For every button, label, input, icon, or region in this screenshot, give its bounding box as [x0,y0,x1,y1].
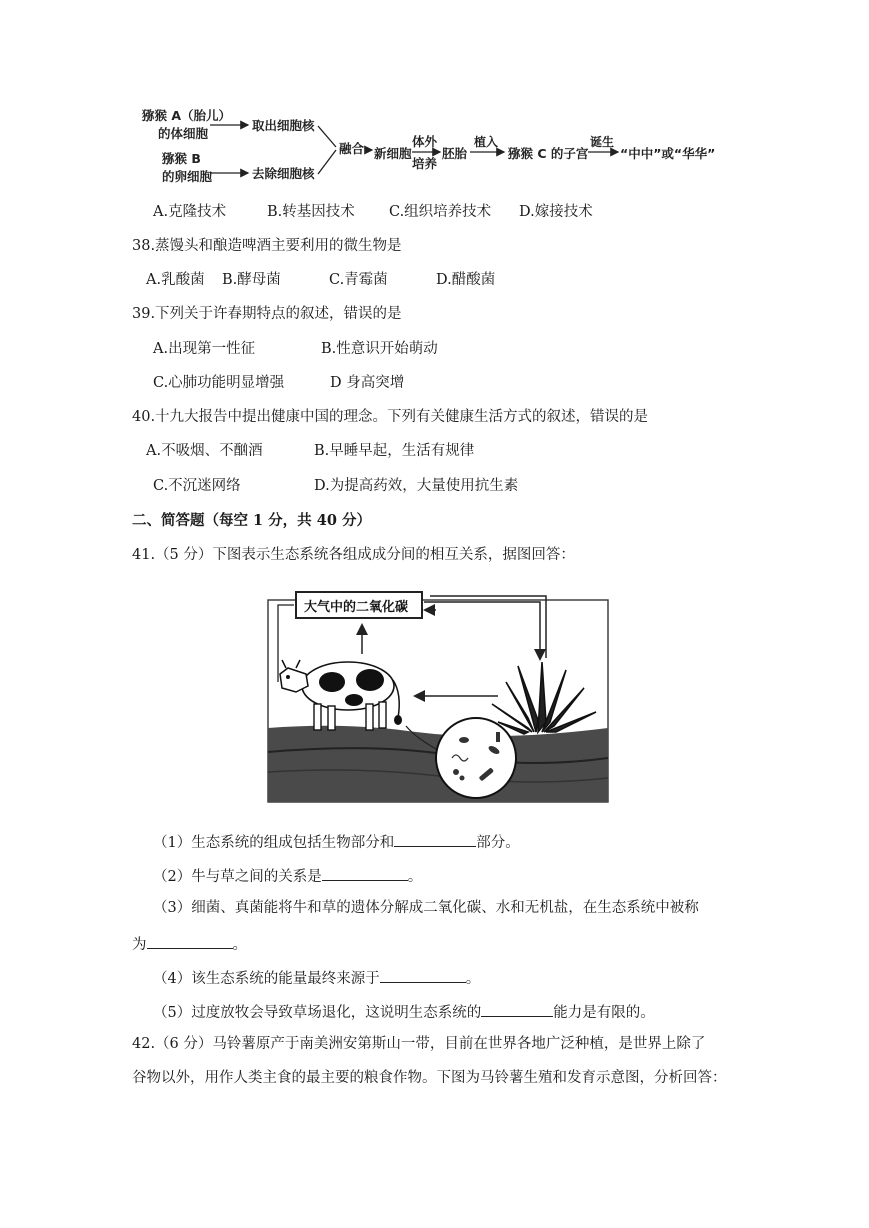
flow-culture-line1: 体外 [412,134,438,149]
q38-option-d: D.醋酸菌 [436,272,496,288]
q41-sub1-tail: 部分。 [476,835,520,851]
q42-stem-line2: 谷物以外，用作人类主食的最主要的粮食作物。下图为马铃薯生殖和发育示意图，分析回答： [132,1070,727,1086]
q41-sub2-text: （2）牛与草之间的关系是 [153,869,322,885]
q37-option-a: A.克隆技术 [153,204,227,220]
flow-a-line2: 的体细胞 [158,126,209,141]
q40-option-a: A.不吸烟、不酗酒 [146,443,263,459]
q38-options [146,270,495,290]
flow-culture-line2: 培养 [412,156,438,171]
q37-option-b: B.转基因技术 [267,204,355,220]
q41-sub5-tail: 能力是有限的。 [553,1005,655,1021]
q39-stem: 39.下列关于许春期特点的叙述，错误的是 [132,306,402,322]
q38-option-a: A.乳酸菌 [146,272,205,288]
q38-option-c: C.青霉菌 [329,272,388,288]
q38-stem: 38.蒸馒头和酿造啤酒主要利用的微生物是 [132,238,402,254]
q37-options [153,202,593,222]
q39-option-a: A.出现第一性征 [153,341,256,357]
section-title: 二、简答题（每空 1 分，共 40 分） [132,512,371,529]
q41-blank-2[interactable] [322,864,408,881]
q39-option-c: C.心肺功能明显增强 [153,375,285,391]
q39-option-d: D 身高突增 [330,375,405,391]
flow-uterus: 猕猴 C 的子宫 [508,146,589,161]
q41-sub2 [153,864,422,887]
flow-result: “中中”或“华华” [620,146,716,161]
q41-blank-4[interactable] [380,966,466,983]
q41-sub3-line2 [132,932,247,955]
q40-stem: 40.十九大报告中提出健康中国的理念。下列有关健康生活方式的叙述，错误的是 [132,409,649,425]
q41-blank-5[interactable] [481,1000,553,1017]
flow-a-step: 取出细胞核 [252,118,315,133]
flow-birth: 诞生 [590,135,615,149]
q42-stem-line1: 42.（6 分）马铃薯原产于南美洲安第斯山一带，目前在世界各地广泛种植，是世界上除了 [132,1036,706,1052]
q41-sub3-line1: （3）细菌、真菌能将牛和草的遗体分解成二氧化碳、水和无机盐，在生态系统中被称 [153,900,699,916]
q41-sub4-tail: 。 [465,971,481,987]
q41-sub5 [153,1000,655,1023]
q41-sub1 [153,830,520,853]
q37-option-c: C.组织培养技术 [389,204,492,220]
q41-sub3-tail: 。 [232,937,247,953]
q37-option-d: D.嫁接技术 [519,204,593,220]
cloning-flow-diagram [140,100,740,195]
flow-implant: 植入 [474,135,499,149]
flow-b-step: 去除细胞核 [252,166,315,181]
flow-a-line1: 猕猴 A（胎儿） [142,108,232,123]
flow-embryo: 胚胎 [442,146,468,161]
q40-option-d: D.为提高药效，大量使用抗生素 [314,478,519,494]
co2-label: 大气中的二氧化碳 [304,600,409,615]
q41-sub3-text: 为 [132,937,147,953]
cow-illustration [280,660,402,730]
q40-option-c: C.不沉迷网络 [153,478,241,494]
ecosystem-figure [266,582,610,804]
q41-stem: 41.（5 分）下图表示生态系统各组成成分间的相互关系，据图回答： [132,547,575,563]
q41-sub2-tail: 。 [407,869,423,885]
q39-option-b: B.性意识开始萌动 [321,341,438,357]
q41-sub4-text: （4）该生态系统的能量最终来源于 [153,971,380,987]
q41-blank-3[interactable] [147,932,233,949]
q41-blank-1[interactable] [394,830,476,847]
q41-sub5-text: （5）过度放牧会导致草场退化，这说明生态系统的 [153,1005,482,1021]
q40-option-b: B.早睡早起，生活有规律 [314,443,475,459]
q41-sub1-text: （1）生态系统的组成包括生物部分和 [153,835,395,851]
q38-option-b: B.酵母菌 [222,272,281,288]
flow-b-line1: 猕猴 B [162,151,201,166]
flow-new-cell: 新细胞 [374,146,412,161]
flow-b-line2: 的卵细胞 [162,169,213,184]
grass-illustration [492,662,596,734]
q41-sub4 [153,966,480,989]
flow-fuse: 融合 [339,141,365,156]
